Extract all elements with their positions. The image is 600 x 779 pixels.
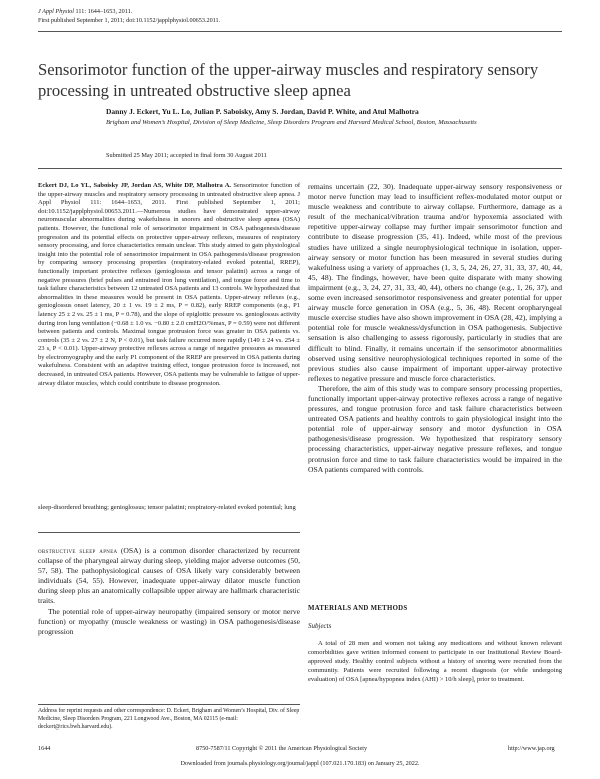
intro-p1-text: (OSA) is a common disorder characterized by recurrent collapse of the pharyngeal airway during sleep, yielding major adverse outcomes (50, 57, 58). The pathophysiological causes of OSA likely vary considerably between individuals (54, 55). However, inadequate upper-airway dilator muscle function during sleep plus an anatomically collapsible upper airway are hallmark characteristic traits. bbox=[38, 546, 300, 606]
right-column-text bbox=[308, 182, 562, 475]
keywords: sleep-disordered breathing; genioglossus; tensor palatini; respiratory-related evoked potential; lung bbox=[38, 504, 296, 511]
intro-paragraph-2: The potential role of upper-airway neuropathy (impaired sensory or motor nerve function) or myopathy (muscle weakness or wasting) in OSA pathogenesis/disease progression bbox=[38, 606, 300, 636]
intro-paragraph-1 bbox=[38, 546, 300, 607]
correspondence-footnote: Address for reprint requests and other correspondence: D. Eckert, Brigham and Women’s Hospital, Div. of Sleep Medicine, Sleep Disorders Program, 221 Longwood Ave., Boston, MA 02115 (e-mail: deckert@rics.bwh.harvard.edu). bbox=[38, 708, 300, 730]
abstract-body: Sensorimotor function of the upper-airway muscles and respiratory sensory processing in untreated obstructive sleep apnea. J Appl Physiol 111: 1644–1653, 2011. First published September 1, 2011; doi:10.1152/japplphysiol.00653.2011.—Numerous studies have demonstrated upper-airway neuromuscular abnormalities during wakefulness in snorers and obstructive sleep apnea (OSA) patients. However, the functional role of sensorimotor impairment in OSA pathogenesis/disease progression and its potential effects on protective upper-airway reflexes, measures of respiratory sensory processing, and force characteristics remain unclear. This study aimed to gain physiological insight into the potential role of sensorimotor impairment in OSA pathogenesis/disease progression by comparing sensory processing properties (respiratory-related evoked potential, RREP), functionally important protective reflexes (genioglossus and tensor palatini) across a range of negative pressures (brief pulses and entrained iron lung ventilation), and tongue force and time to task failure characteristics between 12 untreated OSA patients and 13 controls. We hypothesized that abnormalities in these measures would be present in OSA patients. Upper-airway reflexes (e.g., genioglossus onset latency, 20 ± 1 vs. 19 ± 2 ms, P = 0.82), early RREP components (e.g., P1 latency 25 ± 2 vs. 25 ± 1 ms, P = 0.78), and the slope of epiglottic pressure vs. genioglossus activity during iron lung ventilation (−0.68 ± 1.0 vs. −0.80 ± 2.0 cmH2O/%max, P = 0.59) were not different between patients and controls. Maximal tongue protrusion force was greater in OSA patients vs. controls (35 ± 2 vs. 27 ± 2 N, P < 0.01), but task failure occurred more rapidly (149 ± 24 vs. 254 ± 23 s, P < 0.01). Upper-airway protective reflexes across a range of negative pressures as measured by electromyography and the early P1 component of the RREP are preserved in OSA patients during wakefulness. Consistent with an adaptive training effect, tongue protrusion force is increased, not decreased, in untreated OSA patients. However, OSA patients may be vulnerable to fatigue of upper-airway dilator muscles, which could contribute to disease progression. bbox=[38, 182, 300, 387]
page-number: 1644 bbox=[38, 745, 51, 752]
methods-subjects-text: A total of 28 men and women not taking any medications and without known relevant comorbidities gave written informed consent to participate in our Institutional Review Board-approved study. Healthy control subjects without a history of snoring were recruited from the community. Patients were recruited following a recent diagnosis (or while undergoing evaluation) of OSA [apnea/hypopnea index (AHI) > 10/h sleep], prior to treatment. bbox=[308, 640, 562, 683]
copyright-line: 8750-7587/11 Copyright © 2011 the American Physiological Society bbox=[196, 745, 368, 752]
intro-lead-term: obstructive sleep apnea bbox=[38, 546, 118, 555]
journal-citation: 111: 1644–1653, 2011. bbox=[75, 8, 133, 15]
methods-heading: MATERIALS AND METHODS bbox=[308, 605, 408, 612]
introduction bbox=[38, 546, 300, 637]
journal-name: J Appl Physiol bbox=[38, 8, 74, 15]
article-title: Sensorimotor function of the upper-airway muscles and respiratory sensory processing in untreated obstructive sleep apnea bbox=[38, 60, 539, 100]
running-header bbox=[38, 8, 220, 25]
affiliation: Brigham and Women’s Hospital, Division of Sleep Medicine, Sleep Disorders Program and Harvard Medical School, Boston, Massachusetts bbox=[106, 119, 477, 126]
keywords-rule bbox=[38, 532, 300, 533]
first-published-line: First published September 1, 2011; doi:10.1152/japplphysiol.00653.2011. bbox=[38, 16, 221, 24]
abstract bbox=[38, 182, 300, 388]
submission-dates: Submitted 25 May 2011; accepted in final form 30 August 2011 bbox=[106, 152, 267, 159]
subjects-subheading: Subjects bbox=[308, 622, 332, 630]
download-note: Downloaded from journals.physiology.org/journal/jappl (107.021.170.183) on January 25, 2022. bbox=[180, 760, 420, 767]
author-list: Danny J. Eckert, Yu L. Lo, Julian P. Saboisky, Amy S. Jordan, David P. White, and Atul Malhotra bbox=[106, 107, 419, 116]
footnote-rule bbox=[38, 704, 300, 705]
dates-rule bbox=[38, 168, 562, 169]
right-paragraph-1: remains uncertain (22, 30). Inadequate upper-airway sensory responsiveness or motor nerve function may lead to insufficient reflex-modulated motor output or muscle weakness and contribute to airway collapse. Furthermore, damage as a result of the mechanical/vibration trauma and/or hypoxemia associated with repetitive upper-airway collapse may further impair sensorimotor function and contribute to disease progression (35, 41). Indeed, while most of the previous studies have utilized a single neurophysiological technique in isolation, upper-airway sensory or motor function has been measured in several studies during wakefulness using a variety of approaches (1, 3, 5, 24, 26, 27, 31, 33, 37, 40, 44, 45, 48). The findings, however, have been quite disparate with many showing impairment (e.g., 3, 24, 27, 31, 33, 40, 44), others no change (e.g., 1, 26, 37), and some even increased sensorimotor responsiveness and greater potential for upper airway muscle force generation in OSA (e.g., 5, 36, 48). Recent oropharyngeal muscle exercise studies have also shown improvement in OSA (28, 42), implying a potential role for muscle weakness/dysfunction in OSA pathogenesis. Subjective sensation is also challenging to assess rigorously, particularly in studies that are difficult to blind. Finally, it remains uncertain if the sensorimotor abnormalities observed using sensitive neurophysiological techniques reported in some of the previous studies also cause impairment of important upper-airway protective reflexes to negative pressure and muscle force characteristics. bbox=[308, 182, 562, 383]
abstract-citation-authors: Eckert DJ, Lo YL, Saboisky JP, Jordan AS, White DP, Malhotra A. bbox=[38, 182, 232, 189]
right-paragraph-2: Therefore, the aim of this study was to compare sensory processing properties, functionally important upper-airway protective reflexes across a range of negative pressures, and tongue protrusion force and task failure characteristics between untreated OSA patients and healthy controls to gain physiological insight into the potential role of upper-airway sensory and motor dysfunction in OSA pathogenesis/disease progression. We hypothesized that respiratory sensory processing characteristics, upper-airway negative pressure reflexes, and tongue protrusion force and time to task failure characteristics would be impaired in the OSA patients compared with controls. bbox=[308, 383, 562, 474]
journal-url[interactable]: http://www.jap.org bbox=[508, 745, 555, 752]
header-rule bbox=[38, 31, 562, 32]
